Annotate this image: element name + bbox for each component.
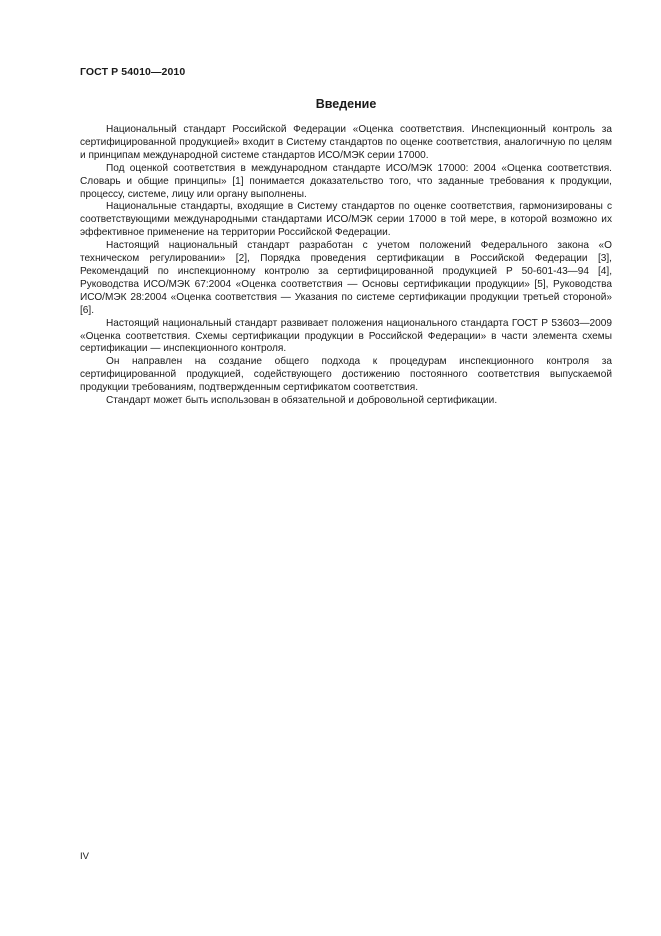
paragraph: Настоящий национальный стандарт разработан с учетом положений Федерального закона «О техническом регулировании» [2], Порядка проведения сертификации в Российской Федерации [3], Рекомендаций по инспекционному контролю за сертифицированной продукцией Р 50-601-43—94 [4], Руководства ИСО/МЭК 67:2004 «Оценка соответствия — Основы сертификации продукции» [5], Руководства ИСО/МЭК 28:2004 «Оценка соответствия — Указания по системе сертификации продукции третьей стороной» [6]. bbox=[80, 240, 612, 316]
document-body bbox=[80, 124, 612, 408]
paragraph: Стандарт может быть использован в обязательной и добровольной сертификации. bbox=[106, 395, 498, 407]
page-number: IV bbox=[80, 851, 89, 862]
section-title: Введение bbox=[315, 97, 377, 111]
paragraph: Национальный стандарт Российской Федерации «Оценка соответствия. Инспекционный контроль за сертифицированной продукцией» входит в Систему стандартов по оценке соответствия, аналогичную по целям и принципам международной системе стандартов ИСО/МЭК серии 17000. bbox=[80, 124, 612, 161]
paragraph: Национальные стандарты, входящие в Систему стандартов по оценке соответствия, гармонизированы с соответствующими международными стандартами ИСО/МЭК серии 17000 в той мере, в которой возможно их эффективное применение на территории Российской Федерации. bbox=[80, 201, 612, 239]
paragraph: Он направлен на создание общего подхода к процедурам инспекционного контроля за сертифицированной продукцией, содействующего достижению постоянного соответствия выпускаемой продукции требованиям, подтвержденным сертификатом соответствия. bbox=[80, 356, 612, 394]
paragraph: Под оценкой соответствия в международном стандарте ИСО/МЭК 17000: 2004 «Оценка соответствия. Словарь и общие принципы» [1] понимается доказательство того, что заданные требования к продукции, процессу, системе, лицу или органу выполнены. bbox=[80, 162, 612, 200]
paragraph: Настоящий национальный стандарт развивает положения национального стандарта ГОСТ Р 53603—2009 «Оценка соответствия. Схемы сертификации продукции в Российской Федерации» в части элемента схемы сертификации — инспекционного контроля. bbox=[80, 317, 612, 355]
standard-code-header: ГОСТ Р 54010—2010 bbox=[80, 66, 186, 78]
